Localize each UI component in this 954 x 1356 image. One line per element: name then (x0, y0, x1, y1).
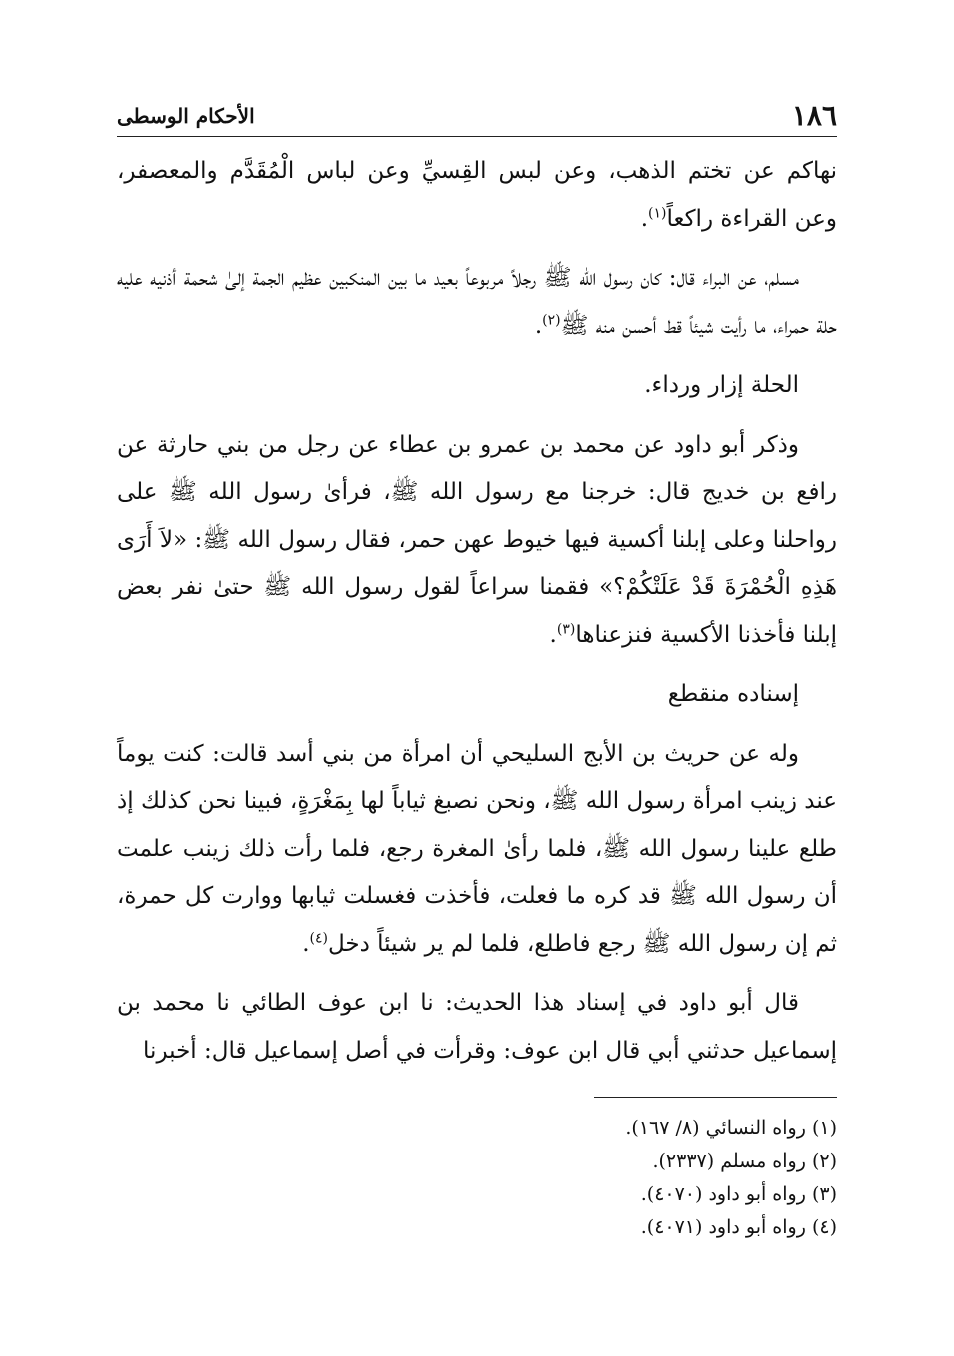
footnote-ref[interactable]: (٣) (556, 620, 576, 637)
footnote (437, 1211, 837, 1244)
paragraph-tail: . (640, 205, 649, 232)
paragraph-text: الحلة إزار ورداء. (644, 372, 799, 398)
page-header (117, 96, 837, 137)
main-text (117, 148, 837, 1075)
paragraph (117, 671, 837, 719)
running-title: الأحكام الوسطى (117, 104, 255, 128)
footnote-ref[interactable]: (٤) (309, 929, 328, 946)
paragraph (117, 148, 837, 243)
footnotes (437, 1112, 837, 1244)
footnote (437, 1178, 837, 1211)
paragraph (117, 362, 837, 410)
paragraph-text: إسناده منقطع (667, 681, 799, 707)
footnote-text: رواه أبو داود (٤٠٧١). (640, 1216, 806, 1238)
footnote-number: (١) (811, 1117, 837, 1139)
paragraph-tail: . (549, 621, 557, 648)
footnote-number: (٢) (811, 1150, 837, 1172)
footnote-ref[interactable]: (١) (648, 204, 667, 221)
paragraph-text: مسلم، عن البراء قال: كان رسول الله ﷺ رجلاً مربوعاً بعيد ما بين المنكبين عظيم الجمة إلىٰ شحمة أذنيه عليه حلة حمراء، ما رأيت شيئاً قط أحسن منه ﷺ (117, 265, 837, 339)
paragraph-text: وله عن حريث بن الأبج السليحي أن امرأة من بني أسد قالت: كنت يوماً عند زينب امرأة رسول الله ﷺ، ونحن نصبغ ثياباً لها بِمَغْرَةٍ، فبينا نحن كذلك إذ طلع علينا رسول الله ﷺ، فلما رأىٰ المغرة رجع، فلما رأت ذلك زينب علمت أن رسول الله ﷺ قد كره ما فعلت، فأخذت فغسلت ثيابها ووارت كل حمرة، ثم إن رسول الله ﷺ رجع فاطلع، فلما لم ير شيئاً دخل (117, 740, 837, 957)
page-number: ١٨٦ (791, 99, 837, 132)
paragraph (117, 731, 837, 969)
footnote-divider (594, 1097, 837, 1098)
paragraph (117, 422, 837, 660)
footnote-text: رواه النسائي (٨/ ١٦٧). (625, 1117, 806, 1139)
footnote-text: رواه مسلم (٢٣٣٧). (652, 1150, 806, 1172)
paragraph (117, 980, 837, 1075)
footnote-number: (٤) (811, 1216, 837, 1238)
paragraph-tail: . (534, 312, 543, 339)
footnote (437, 1145, 837, 1178)
paragraph-text: نهاكم عن تختم الذهب، وعن لبس القِسيِّ وعن لباس الْمُقَدَّم والمعصفر، وعن القراءة راكعاً (117, 158, 837, 232)
paragraph-text: قال أبو داود في إسناد هذا الحديث: نا ابن عوف الطائي نا محمد بن إسماعيل حدثني أبي قال ابن عوف: وقرأت في أصل إسماعيل قال: أخبرنا (117, 990, 837, 1064)
footnote-ref[interactable]: (٢) (542, 311, 561, 328)
footnote (437, 1112, 837, 1145)
paragraph-tail: . (302, 930, 310, 957)
paragraph (117, 255, 837, 350)
paragraph-text: وذكر أبو داود عن محمد بن عمرو بن عطاء عن رجل من بني حارثة عن رافع بن خديج قال: خرجنا مع رسول الله ﷺ، فرأىٰ رسول الله ﷺ على رواحلنا وعلى إبلنا أكسية فيها خيوط عهن حمر، فقال رسول الله ﷺ: «لاَ أَرَى هَذِهِ الْحُمْرَةَ قَدْ عَلَتْكُمْ؟» فقمنا سراعاً لقول رسول الله ﷺ حتىٰ نفر بعض إبلنا فأخذنا الأكسية فنزعناها (117, 431, 837, 648)
footnote-text: رواه أبو داود (٤٠٧٠). (640, 1183, 806, 1205)
footnote-number: (٣) (811, 1183, 837, 1205)
